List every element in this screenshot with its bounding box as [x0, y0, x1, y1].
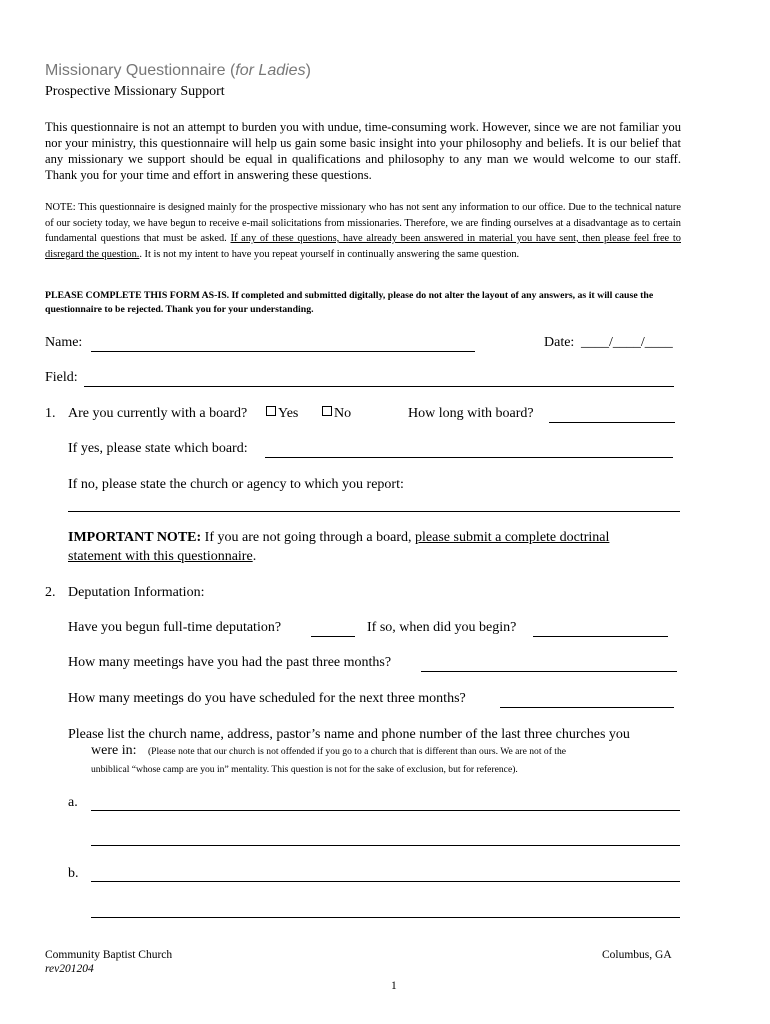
q2-heading: Deputation Information:: [68, 585, 205, 600]
item-b-label: b.: [68, 866, 79, 881]
meetings-next-input-line[interactable]: [500, 707, 674, 708]
intro-paragraph: This questionnaire is not an attempt to burden you with undue, time-consuming work. However, since we are not familiar you nor your ministry, this questionnaire will help us gain some basic insight into your philosophy and beliefs. It is our belief that any missionary we support should be equal in qualifications and philosophy to any man we would welcome to our staff. Thank you for your time and effort in answering these questions.: [45, 120, 681, 182]
list-churches-label: Please list the church name, address, pastor’s name and phone number of the last three churches you: [68, 727, 630, 742]
if-no-label: If no, please state the church or agency to which you report:: [68, 477, 404, 492]
yes-label: Yes: [278, 406, 299, 421]
were-in-label: were in:: [91, 743, 137, 758]
if-so-label: If so, when did you begin?: [367, 620, 517, 635]
field-input-line[interactable]: [84, 386, 674, 387]
name-label: Name:: [45, 335, 83, 350]
if-yes-label: If yes, please state which board:: [68, 441, 248, 456]
how-long-label: How long with board?: [408, 406, 534, 421]
meetings-past-label: How many meetings have you had the past three months?: [68, 655, 392, 670]
no-checkbox[interactable]: [322, 406, 332, 416]
important-note-underlined-1: please submit a complete doctrinal: [415, 530, 610, 545]
important-note-end: .: [252, 549, 257, 564]
field-label: Field:: [45, 370, 78, 385]
meetings-past-input-line[interactable]: [421, 671, 677, 672]
how-long-input-line[interactable]: [549, 422, 675, 423]
form-warning: [45, 289, 685, 317]
item-a-label: a.: [68, 795, 78, 810]
yes-checkbox[interactable]: [266, 406, 276, 416]
page-subtitle: Prospective Missionary Support: [45, 84, 225, 99]
q1-yes-option[interactable]: [266, 406, 298, 422]
q1-number: 1.: [45, 406, 56, 421]
begun-deputation-label: Have you begun full-time deputation?: [68, 620, 282, 635]
warning-text: If completed and submitted digitally, please do not alter the layout of any answers, as it will cause the questionnaire to be rejected. Thank you for your understanding.: [45, 290, 654, 315]
begin-date-input-line[interactable]: [533, 636, 668, 637]
important-note-underlined-2: statement with this questionnaire: [68, 549, 253, 564]
warning-heading: PLEASE COMPLETE THIS FORM AS-IS.: [45, 290, 230, 301]
footer-church: Community Baptist Church: [45, 949, 173, 961]
item-b-input-line-2[interactable]: [91, 917, 680, 918]
date-label: Date:: [544, 335, 575, 350]
q1-no-option[interactable]: [322, 406, 351, 422]
item-a-input-line-2[interactable]: [91, 845, 680, 846]
churches-note-line-2: unbiblical “whose camp are you in” mentality. This question is not for the sake of exclusion, but for reference).: [91, 764, 518, 775]
title-main: Missionary Questionnaire (: [45, 62, 236, 79]
churches-note-line-1: (Please note that our church is not offended if you go to a church that is different than ours. We are not of the: [147, 746, 567, 757]
important-note-line-1: [68, 530, 609, 546]
footer-city: Columbus, GA: [602, 949, 672, 961]
list-churches-note: [91, 743, 681, 759]
page-number: 1: [391, 980, 397, 992]
important-note-text: If you are not going through a board,: [201, 530, 416, 545]
footer-revision: rev201204: [45, 963, 94, 975]
item-a-input-line-1[interactable]: [91, 810, 680, 811]
important-note-line-2: [68, 549, 256, 565]
title-end: ): [305, 62, 311, 79]
church-agency-input-line[interactable]: [68, 511, 680, 512]
begun-deputation-input-line[interactable]: [311, 636, 355, 637]
date-input-line[interactable]: ____/____/____: [581, 335, 673, 350]
note-paragraph: [45, 200, 681, 262]
no-label: No: [334, 406, 352, 421]
title-italic: for Ladies: [235, 62, 306, 79]
name-input-line[interactable]: [91, 351, 475, 352]
item-b-input-line-1[interactable]: [91, 881, 680, 882]
q2-number: 2.: [45, 585, 56, 600]
note-underlined-text: If any of these questions, have already been answered in material you have sent, then please feel free to disregard the question.: [45, 233, 681, 260]
meetings-next-label: How many meetings do you have scheduled for the next three months?: [68, 691, 466, 706]
page-title: [45, 62, 311, 80]
note-text-1: NOTE: This questionnaire is designed mainly for the prospective missionary who has not sent any information to our office. Due to the technical nature of our society today, we have begun to receive e-mail solicitations from missionaries. Therefore, we are finding ourselves at a disadvantage as to certain fundamental questions that must be asked.: [45, 202, 681, 244]
note-text-2: . It is not my intent to have you repeat yourself in continually answering the same question.: [139, 248, 520, 260]
important-note-label: IMPORTANT NOTE:: [68, 530, 202, 545]
which-board-input-line[interactable]: [265, 457, 673, 458]
q1-question: Are you currently with a board?: [68, 406, 248, 421]
